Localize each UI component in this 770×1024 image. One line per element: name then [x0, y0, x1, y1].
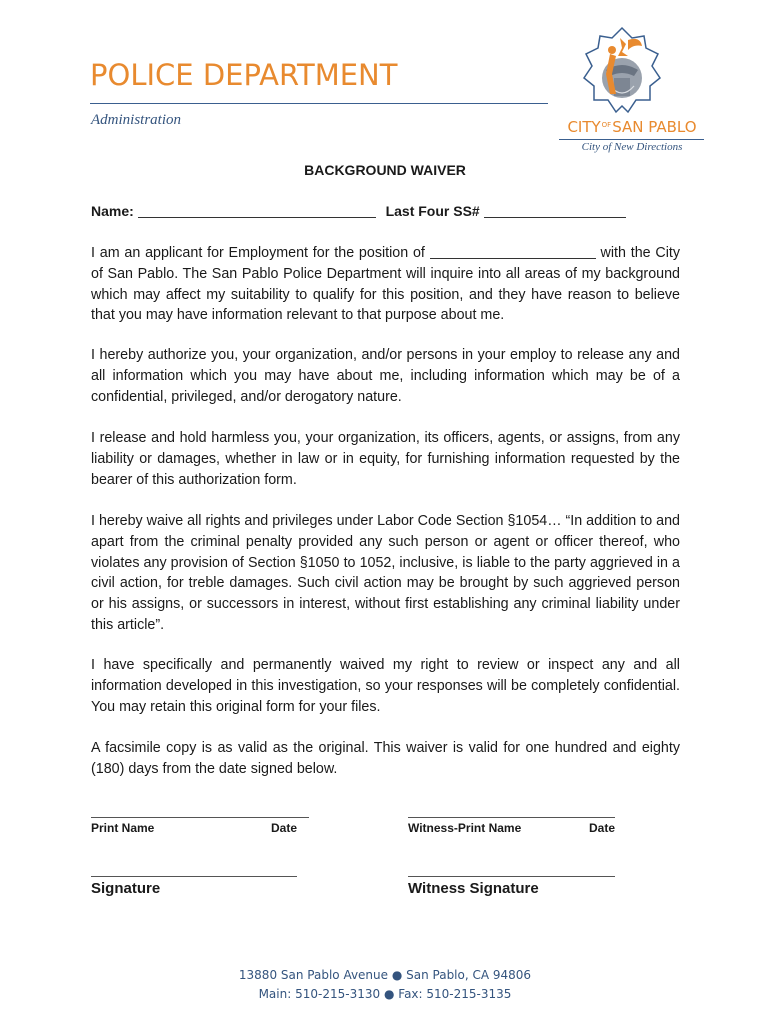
- print-name-line[interactable]: [91, 817, 309, 818]
- city-name: [560, 118, 704, 136]
- witness-print-name-line[interactable]: [408, 817, 615, 818]
- ss-blank-field[interactable]: [484, 205, 626, 218]
- footer-address: 13880 San Pablo Avenue ● San Pablo, CA 94806: [238, 968, 532, 982]
- witness-date-label: Date: [589, 821, 616, 835]
- city-divider: [559, 139, 704, 140]
- witness-signature-line[interactable]: [408, 876, 615, 877]
- signature-line[interactable]: [91, 876, 297, 877]
- footer-phones: [0, 987, 770, 1001]
- city-seal-logo: [582, 26, 662, 114]
- paragraph-position-start: I am an applicant for Employment for the position of: [91, 245, 425, 261]
- position-blank-field[interactable]: [430, 246, 596, 259]
- city-name-of: OF: [601, 121, 612, 129]
- date-label: Date: [271, 821, 298, 835]
- city-name-part2: SAN PABLO: [612, 118, 697, 136]
- paragraph-facsimile: A facsimile copy is as valid as the original. This waiver is valid for one hundred and eighty (180) days from the date signed below.: [91, 740, 680, 777]
- header-divider: [90, 103, 548, 104]
- signature-label: Signature: [91, 880, 161, 897]
- print-name-label: Print Name: [91, 821, 155, 835]
- paragraph-review: I have specifically and permanently waived my right to review or inspect any and all information developed in this investigation, so your responses will be completely confidential. You may retain this original form for your files.: [91, 657, 680, 715]
- document-title: BACKGROUND WAIVER: [304, 162, 466, 178]
- department-title: POLICE DEPARTMENT: [90, 58, 398, 92]
- name-ss-row: [91, 203, 626, 219]
- footer-separator: ●: [383, 987, 395, 1001]
- witness-signature-label: Witness Signature: [408, 880, 539, 897]
- paragraph-waive-rights: I hereby waive all rights and privileges under Labor Code Section §1054… “In addition to and apart from the criminal penalty provided any such person or agent or officer thereof, who violates any provision of Section §1050 to 1052, inclusive, is liable to the party aggrieved in a civil action, for treble damages. Such civil action may be brought by such aggrieved person or his assigns, or successors in interest, without first establishing any criminal liability under this article”.: [91, 513, 680, 633]
- ss-label: Last Four SS#: [385, 203, 480, 219]
- main-phone: 510-215-3130: [295, 987, 381, 1001]
- city-name-part1: CITY: [567, 118, 601, 136]
- paragraph-authorize: I hereby authorize you, your organization, and/or persons in your employ to release any and all information which you may have about me, including information which may be of a confidential, privileged, and/or derogatory nature.: [91, 347, 680, 405]
- paragraph-position-end: with the City of San Pablo. The San Pablo Police Department will inquire into all areas of my background which may affect my suitability to qualify for this position, and they have reason to believe that you may have information relevant to that purpose about me.: [91, 245, 681, 324]
- department-subtitle: Administration: [91, 112, 182, 128]
- fax-phone: 510-215-3135: [426, 987, 512, 1001]
- fax-label: Fax:: [398, 987, 423, 1001]
- paragraph-release: I release and hold harmless you, your organization, its officers, agents, or assigns, from any liability or damages, whether in law or in equity, for furnishing information requested by the bearer of this authorization form.: [91, 430, 680, 488]
- name-blank-field[interactable]: [138, 205, 376, 218]
- main-phone-label: Main:: [258, 987, 292, 1001]
- name-label: Name:: [91, 203, 134, 219]
- paragraph-position: [91, 243, 680, 326]
- city-motto: City of New Directions: [581, 141, 683, 153]
- witness-print-name-label: Witness-Print Name: [408, 821, 522, 835]
